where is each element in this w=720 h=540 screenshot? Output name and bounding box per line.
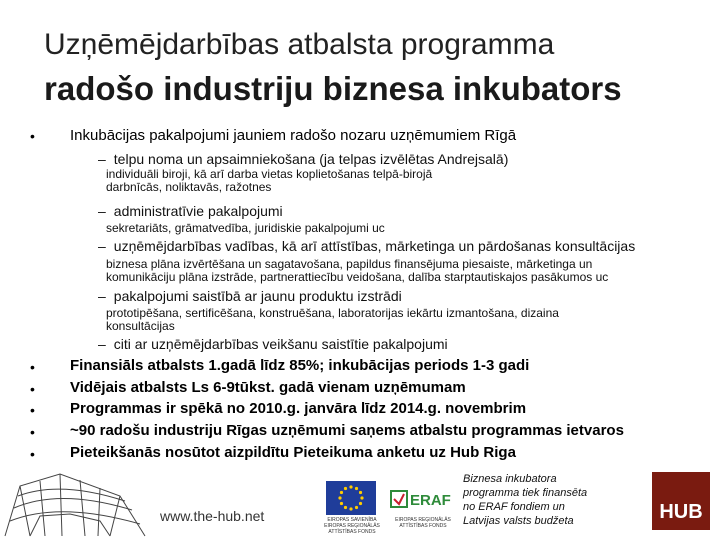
eu-star [344, 506, 347, 509]
detail-line: individuāli biroji, kā arī darba vietas koplietošanas telpā-birojā [106, 167, 433, 181]
sub-item-label: citi ar uzņēmējdarbības veikšanu saistītie pakalpojumi [113, 336, 448, 352]
bullet-glyph: • [30, 128, 35, 144]
sub-item-details [106, 307, 696, 333]
erdf-subtitle: EIROPAS REĢIONĀLĀS ATTĪSTĪBAS FONDS [395, 517, 451, 529]
eu-star [359, 491, 362, 494]
detail-line: konsultācijas [106, 319, 175, 333]
sub-item-label: telpu noma un apsaimniekošana (ja telpas izvēlētas Andrejsalā) [113, 151, 509, 167]
financing-note [463, 472, 587, 528]
financing-note-line: no ERAF fondiem un [463, 501, 565, 513]
dash-glyph: – [98, 288, 106, 304]
sub-item-label: administratīvie pakalpojumi [113, 203, 283, 219]
bold-bullet: Programmas ir spēkā no 2010.g. janvāra līdz 2014.g. novembrim [70, 400, 527, 417]
sub-item-details [106, 222, 696, 235]
bold-bullet: Finansiāls atbalsts 1.gadā līdz 85%; inkubācijas periods 1-3 gadi [70, 357, 530, 374]
sub-item [98, 288, 402, 304]
eu-star [349, 485, 352, 488]
bold-bullet: Pieteikšanās nosūtot aizpildītu Pieteikuma anketu uz Hub Riga [70, 444, 516, 461]
detail-line: komunikāciju plāna izstrāde, partnerattiecību veidošana, dalība starptautiskajos pasākumos uc [106, 270, 609, 284]
sub-item-label: uzņēmējdarbības vadības, kā arī attīstības, mārketinga un pārdošanas konsultācijas [113, 238, 636, 254]
dash-glyph: – [98, 203, 106, 219]
bullet-glyph: • [30, 381, 35, 397]
detail-line: biznesa plāna izvērtēšana un sagatavošana, papildus finansējuma piesaiste, mārketinga un [106, 257, 593, 271]
eu-label: EIROPAS SAVIENĪBA EIROPAS REĢIONĀLĀS ATTĪSTĪBAS FONDS [324, 517, 380, 535]
sub-item [98, 151, 508, 167]
building-sketch-icon [0, 466, 150, 540]
eu-star [340, 502, 343, 505]
eu-star [344, 487, 347, 490]
erdf-logo-icon [390, 483, 454, 515]
bullet-glyph: • [30, 424, 35, 440]
hub-logo [652, 472, 710, 530]
detail-line: darbnīcās, noliktavās, ražotnes [106, 180, 272, 194]
bold-bullet: Vidējais atbalsts Ls 6-9tūkst. gadā vienam uzņēmumam [70, 379, 466, 396]
financing-note-line: Biznesa inkubatora [463, 473, 557, 485]
sub-item-details [106, 258, 696, 284]
main-bullet-text: Inkubācijas pakalpojumi jauniem radošo nozaru uzņēmumiem Rīgā [70, 127, 517, 144]
detail-line: prototipēšana, sertificēšana, konstruēšana, laboratorijas iekārtu izmantošana, dizaina [106, 306, 559, 320]
eu-star [349, 507, 352, 510]
sub-item [98, 336, 448, 352]
eu-flag-icon [326, 481, 376, 515]
sub-item-label: pakalpojumi saistībā ar jaunu produktu izstrādi [113, 288, 402, 304]
eu-star [355, 487, 358, 490]
sub-item [98, 238, 635, 254]
sub-item [98, 203, 283, 219]
financing-note-line: Latvijas valsts budžeta [463, 515, 574, 527]
sub-item-details [106, 168, 696, 194]
detail-line: sekretariāts, grāmatvedība, juridiskie pakalpojumi uc [106, 221, 385, 235]
eu-star [340, 491, 343, 494]
erdf-text: ERAF [410, 492, 451, 509]
bullet-glyph: • [30, 446, 35, 462]
website-link[interactable]: www.the-hub.net [160, 508, 265, 524]
slide-title-line1: Uzņēmējdarbības atbalsta programma [44, 28, 555, 61]
eu-star [359, 502, 362, 505]
bold-bullet: ~90 radošu industriju Rīgas uzņēmumi saņems atbalstu programmas ietvaros [70, 422, 624, 439]
eu-star [360, 496, 363, 499]
dash-glyph: – [98, 238, 106, 254]
bullet-glyph: • [30, 359, 35, 375]
bullet-glyph: • [30, 402, 35, 418]
eu-star [338, 496, 341, 499]
dash-glyph: – [98, 151, 106, 167]
financing-note-line: programma tiek finansēta [463, 487, 588, 499]
eu-star [355, 506, 358, 509]
dash-glyph: – [98, 336, 106, 352]
hub-logo-text: HUB [659, 501, 703, 523]
slide-title-line2: radošo industriju biznesa inkubators [44, 70, 622, 107]
